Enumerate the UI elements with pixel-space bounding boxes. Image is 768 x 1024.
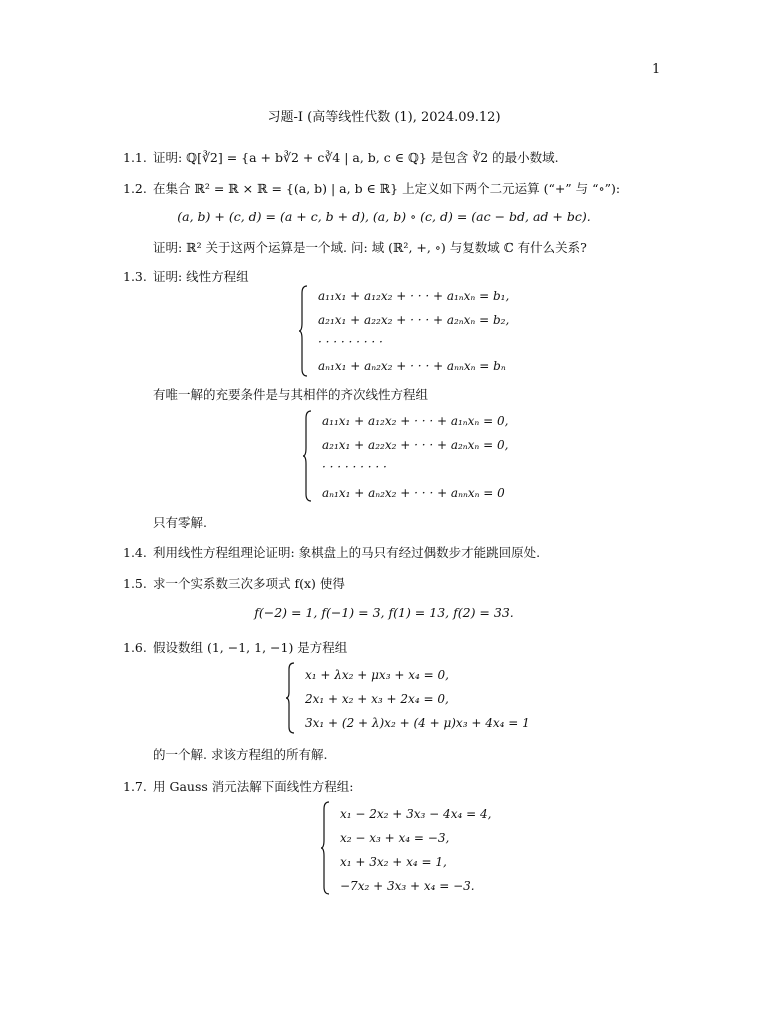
problem-text: 用 Gauss 消元法解下面线性方程组: bbox=[153, 779, 354, 794]
problem-followup: 的一个解. 求该方程组的所有解. bbox=[153, 747, 328, 762]
equation-line: x₁ + 3x₂ + x₄ = 1, bbox=[340, 855, 447, 869]
left-brace-icon bbox=[285, 662, 295, 734]
problem-number: 1.2. bbox=[123, 181, 147, 196]
page-number: 1 bbox=[652, 62, 661, 77]
equation-system-3 bbox=[285, 662, 545, 734]
problem-followup: 只有零解. bbox=[153, 515, 207, 530]
display-equation: f(−2) = 1, f(−1) = 3, f(1) = 13, f(2) = 33. bbox=[254, 605, 514, 620]
equation-line: aₙ₁x₁ + aₙ₂x₂ + · · · + aₙₙxₙ = bₙ bbox=[318, 359, 506, 373]
problem-text: 证明: 线性方程组 bbox=[153, 269, 249, 284]
problem-number: 1.7. bbox=[123, 779, 147, 794]
equation-line: 2x₁ + x₂ + x₃ + 2x₄ = 0, bbox=[305, 692, 449, 706]
problem-number: 1.6. bbox=[123, 640, 147, 655]
equation-system-1 bbox=[298, 285, 558, 377]
problem-text: 假设数组 (1, −1, 1, −1) 是方程组 bbox=[153, 640, 348, 655]
display-equation: (a, b) + (c, d) = (a + c, b + d), (a, b) ∘ (c, d) = (ac − bd, ad + bc). bbox=[177, 209, 591, 224]
equation-line: aₙ₁x₁ + aₙ₂x₂ + · · · + aₙₙxₙ = 0 bbox=[322, 486, 505, 500]
left-brace-icon bbox=[298, 285, 308, 377]
equation-line: x₂ − x₃ + x₄ = −3, bbox=[340, 831, 450, 845]
problem-number: 1.4. bbox=[123, 545, 147, 560]
problem-text: 求一个实系数三次多项式 f(x) 使得 bbox=[153, 576, 345, 591]
problem-number: 1.1. bbox=[123, 150, 147, 165]
equation-line: x₁ − 2x₂ + 3x₃ − 4x₄ = 4, bbox=[340, 807, 492, 821]
equation-line: 3x₁ + (2 + λ)x₂ + (4 + μ)x₃ + 4x₄ = 1 bbox=[305, 716, 530, 730]
page-title: 习题-I (高等线性代数 (1), 2024.09.12) bbox=[267, 110, 501, 125]
equation-line: x₁ + λx₂ + μx₃ + x₄ = 0, bbox=[305, 668, 449, 682]
problem-text: 在集合 ℝ² = ℝ × ℝ = {(a, b) | a, b ∈ ℝ} 上定义如下两个二元运算 (“+” 与 “∘”): bbox=[153, 181, 621, 196]
problem-followup: 证明: ℝ² 关于这两个运算是一个域. 问: 域 (ℝ², +, ∘) 与复数域 ℂ 有什么关系? bbox=[153, 240, 587, 255]
problem-text: 利用线性方程组理论证明: 象棋盘上的马只有经过偶数步才能跳回原处. bbox=[153, 545, 541, 560]
equation-line: a₂₁x₁ + a₂₂x₂ + · · · + a₂ₙxₙ = 0, bbox=[322, 438, 509, 452]
equation-system-4 bbox=[320, 801, 580, 895]
left-brace-icon bbox=[320, 801, 330, 895]
equation-line: a₂₁x₁ + a₂₂x₂ + · · · + a₂ₙxₙ = b₂, bbox=[318, 313, 510, 327]
equation-line: · · · · · · · · · bbox=[322, 460, 387, 474]
equation-line: −7x₂ + 3x₃ + x₄ = −3. bbox=[340, 879, 475, 893]
equation-line: a₁₁x₁ + a₁₂x₂ + · · · + a₁ₙxₙ = 0, bbox=[322, 414, 509, 428]
equation-line: · · · · · · · · · bbox=[318, 335, 383, 349]
problem-text: 证明: ℚ[∛2] = {a + b∛2 + c∛4 | a, b, c ∈ ℚ} 是包含 ∛2 的最小数域. bbox=[153, 150, 559, 165]
equation-system-2 bbox=[302, 410, 562, 502]
left-brace-icon bbox=[302, 410, 312, 502]
problem-number: 1.5. bbox=[123, 576, 147, 591]
problem-middle-text: 有唯一解的充要条件是与其相伴的齐次线性方程组 bbox=[153, 387, 429, 402]
equation-line: a₁₁x₁ + a₁₂x₂ + · · · + a₁ₙxₙ = b₁, bbox=[318, 289, 510, 303]
problem-number: 1.3. bbox=[123, 269, 147, 284]
